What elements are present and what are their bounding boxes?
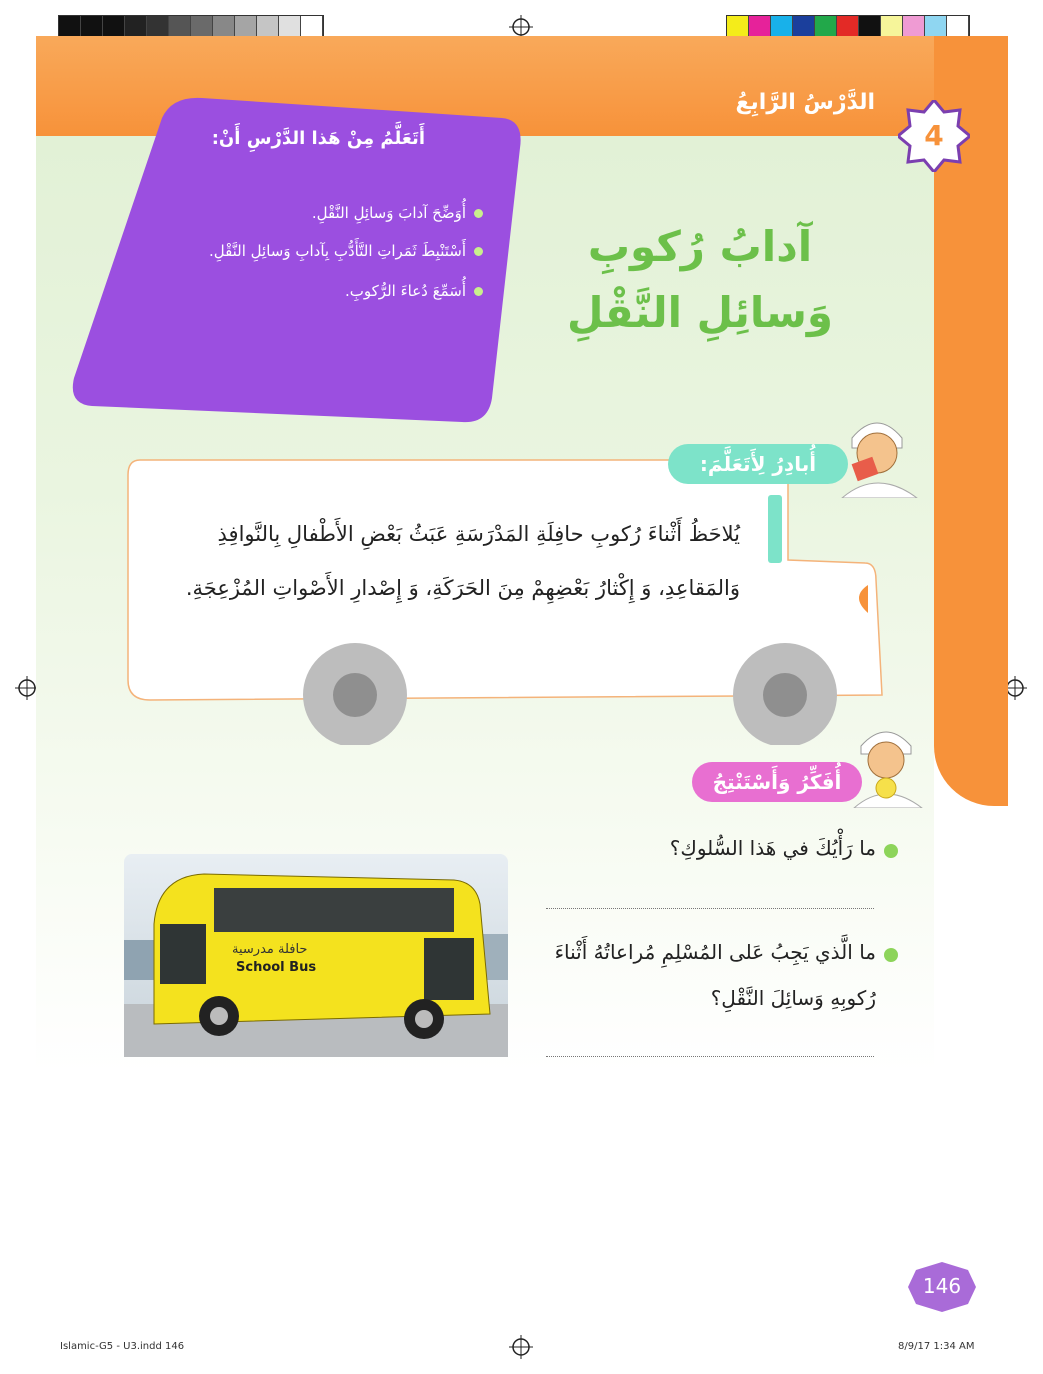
registration-mark-icon [509,1335,533,1359]
objective-item: أُسَمِّعَ دُعاءَ الرُّكوبِ. [345,282,483,300]
answer-line [546,908,874,909]
learning-paragraph-line2: وَالمَقاعِدِ، وَ إِكْثارُ بَعْضِهِمْ مِنَ الحَرَكَةِ، وَ إِصْدارِ الأَصْواتِ المُزْعِجَةِ. [185,576,740,600]
learn-label-pill: أُبادِرُ لِأَتَعَلَّمَ: [668,444,848,484]
lesson-label: الدَّرْسُ الرَّابِعُ [735,90,875,115]
lesson-title-line2: وَسائِلِ النَّقْلِ [566,288,834,337]
page-number: 146 [922,1274,962,1298]
bus-sign-english: School Bus [236,960,317,975]
bullet-icon [884,948,898,962]
bus-outline-frame [120,455,890,745]
question-1: ما رَأْيُكَ في هَذا السُّلوكِ؟ [669,836,876,860]
bullet-icon [474,209,483,218]
answer-line [546,1056,874,1057]
footer-file: Islamic-G5 - U3.indd 146 [60,1341,185,1352]
objectives-title: أَتَعَلَّمُ مِنْ هَذا الدَّرْسِ أَنْ: [211,128,425,149]
think-label-pill: أُفَكِّرُ وَأَسْتَنْتِجُ [692,762,862,802]
bullet-icon [474,247,483,256]
objective-item: أَسْتَنْبِطَ ثَمَراتِ التَّأَدُّبِ بِآدابِ وَسائِلِ النَّقْلِ. [209,242,483,260]
learning-paragraph-line1: يُلاحَظُ أَثْناءَ رُكوبِ حافِلَةِ المَدْرَسَةِ عَبَثُ بَعْضِ الأَطْفالِ بِالنَّوافِذِ [217,522,740,546]
bullet-icon [884,844,898,858]
school-bus-photo [124,854,508,1057]
bus-sign-arabic: حافلة مدرسية [232,942,308,957]
lesson-number: 4 [924,119,944,152]
objective-item: أُوَضِّحَ آدابَ وَسائِلِ النَّقْلِ. [312,204,483,222]
bullet-icon [474,287,483,296]
lesson-title-line1: آدابُ رُكوبِ [587,222,813,271]
footer-datetime: 8/9/17 1:34 AM [898,1341,975,1352]
question-2-line1: ما الَّذي يَجِبُ عَلى المُسْلِمِ مُراعاتُهُ أَثْناءَ [554,940,876,964]
question-2-line2: رُكوبِهِ وَسائِلَ النَّقْلِ؟ [710,986,876,1010]
